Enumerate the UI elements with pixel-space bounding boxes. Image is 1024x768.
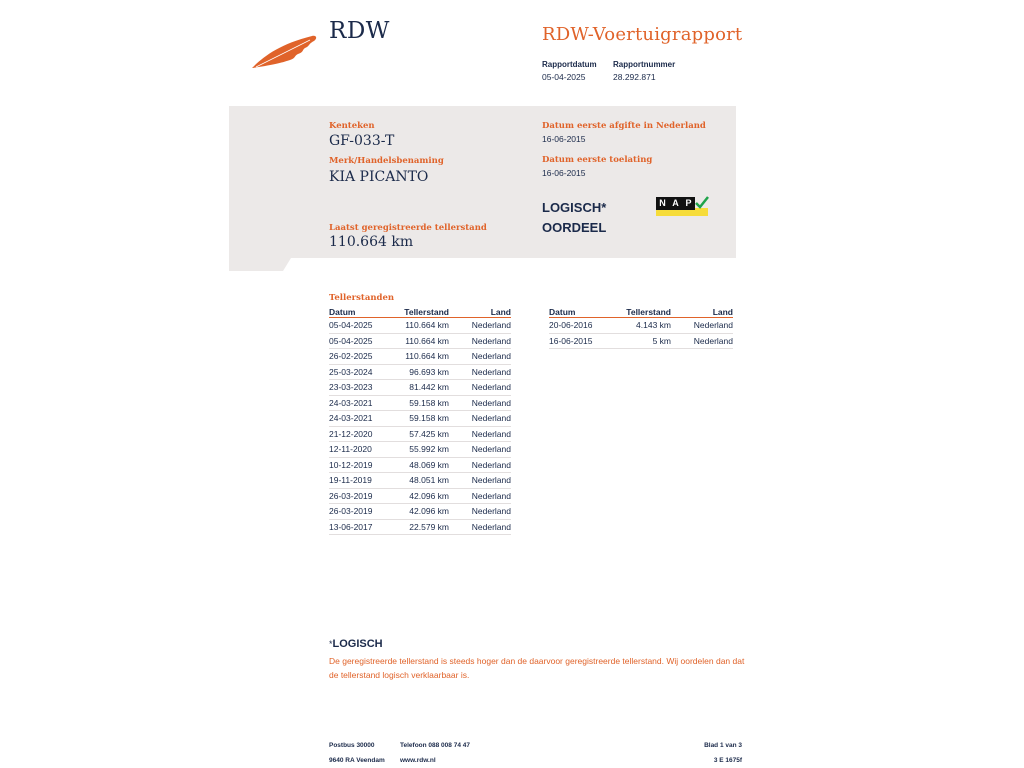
report-number: 28.292.871 <box>613 72 656 82</box>
cell-date: 19-11-2019 <box>329 473 391 489</box>
cell-reading: 42.096 km <box>391 504 449 520</box>
col-header-date: Datum <box>329 307 391 318</box>
cell-date: 16-06-2015 <box>549 333 611 349</box>
cell-date: 05-04-2025 <box>329 333 391 349</box>
cell-country: Nederland <box>449 426 511 442</box>
brand-name: RDW <box>329 18 390 44</box>
nap-letter-a: A <box>669 197 682 210</box>
cell-country: Nederland <box>449 519 511 535</box>
odometer-value: 110.664 km <box>329 234 414 250</box>
cell-country: Nederland <box>671 318 733 334</box>
footer-phone: Telefoon 088 008 74 47 <box>400 742 470 749</box>
make-value: KIA PICANTO <box>329 169 429 185</box>
cell-country: Nederland <box>449 349 511 365</box>
cell-date: 05-04-2025 <box>329 318 391 334</box>
readings-table-right <box>549 307 733 349</box>
plate-value: GF-033-T <box>329 133 395 149</box>
cell-reading: 81.442 km <box>391 380 449 396</box>
footnote-star: * <box>329 639 333 649</box>
first-issue-nl-label: Datum eerste afgifte in Nederland <box>542 121 706 131</box>
footer-city: 9640 RA Veendam <box>329 757 385 764</box>
report-title: RDW-Voertuigrapport <box>542 24 743 45</box>
report-date: 05-04-2025 <box>542 72 586 82</box>
cell-reading: 55.992 km <box>391 442 449 458</box>
col-header-country: Land <box>671 307 733 318</box>
cell-reading: 48.051 km <box>391 473 449 489</box>
col-header-reading: Tellerstand <box>611 307 671 318</box>
cell-date: 10-12-2019 <box>329 457 391 473</box>
cell-country: Nederland <box>449 488 511 504</box>
readings-table-left <box>329 307 511 535</box>
cell-country: Nederland <box>449 380 511 396</box>
cell-date: 13-06-2017 <box>329 519 391 535</box>
report-date-label: Rapportdatum <box>542 60 597 69</box>
footnote-title <box>329 638 383 650</box>
cell-reading: 48.069 km <box>391 457 449 473</box>
table-row <box>329 488 511 504</box>
cell-date: 24-03-2021 <box>329 395 391 411</box>
verdict-line-2: OORDEEL <box>542 220 607 235</box>
table-row <box>329 457 511 473</box>
table-row <box>329 442 511 458</box>
cell-date: 21-12-2020 <box>329 426 391 442</box>
table-row <box>329 349 511 365</box>
nap-check-icon <box>694 195 710 211</box>
cell-date: 12-11-2020 <box>329 442 391 458</box>
table-row <box>329 395 511 411</box>
cell-country: Nederland <box>449 473 511 489</box>
cell-reading: 57.425 km <box>391 426 449 442</box>
cell-reading: 110.664 km <box>391 318 449 334</box>
cell-date: 26-03-2019 <box>329 504 391 520</box>
cell-reading: 59.158 km <box>391 411 449 427</box>
cell-country: Nederland <box>449 333 511 349</box>
cell-date: 24-03-2021 <box>329 411 391 427</box>
table-row <box>329 333 511 349</box>
footnote-title-text: LOGISCH <box>332 638 383 650</box>
cell-country: Nederland <box>671 333 733 349</box>
nap-badge <box>656 197 708 218</box>
cell-reading: 4.143 km <box>611 318 671 334</box>
cell-country: Nederland <box>449 411 511 427</box>
footer-code: 3 E 1675f <box>713 757 742 764</box>
cell-country: Nederland <box>449 364 511 380</box>
cell-date: 20-06-2016 <box>549 318 611 334</box>
cell-reading: 22.579 km <box>391 519 449 535</box>
cell-date: 23-03-2023 <box>329 380 391 396</box>
table-header-row <box>329 307 511 318</box>
table-row <box>329 318 511 334</box>
first-admission-value: 16-06-2015 <box>542 168 586 178</box>
nap-letter-p: P <box>682 197 695 210</box>
table-row <box>329 519 511 535</box>
table-row <box>329 426 511 442</box>
cell-reading: 110.664 km <box>391 349 449 365</box>
cell-reading: 110.664 km <box>391 333 449 349</box>
table-row <box>329 473 511 489</box>
cell-date: 26-02-2025 <box>329 349 391 365</box>
odometer-label: Laatst geregistreerde tellerstand <box>329 223 487 233</box>
verdict-line-1: LOGISCH* <box>542 200 607 215</box>
table-row <box>549 333 733 349</box>
cell-country: Nederland <box>449 504 511 520</box>
cell-country: Nederland <box>449 442 511 458</box>
report-number-label: Rapportnummer <box>613 60 676 69</box>
footer-page: Blad 1 van 3 <box>704 742 742 749</box>
cell-reading: 96.693 km <box>391 364 449 380</box>
table-row <box>329 504 511 520</box>
table-row <box>329 380 511 396</box>
make-label: Merk/Handelsbenaming <box>329 156 444 166</box>
footer-web[interactable]: www.rdw.nl <box>400 757 436 764</box>
table-row <box>329 411 511 427</box>
plate-label: Kenteken <box>329 121 375 131</box>
rdw-feather-logo-icon <box>250 32 320 72</box>
table-row <box>549 318 733 334</box>
table-row <box>329 364 511 380</box>
col-header-reading: Tellerstand <box>391 307 449 318</box>
footer-postbus: Postbus 30000 <box>329 742 375 749</box>
cell-country: Nederland <box>449 457 511 473</box>
cell-date: 26-03-2019 <box>329 488 391 504</box>
first-admission-label: Datum eerste toelating <box>542 155 653 165</box>
cell-country: Nederland <box>449 318 511 334</box>
cell-reading: 59.158 km <box>391 395 449 411</box>
col-header-country: Land <box>449 307 511 318</box>
cell-reading: 42.096 km <box>391 488 449 504</box>
nap-letter-n: N <box>656 197 669 210</box>
cell-country: Nederland <box>449 395 511 411</box>
readings-section-title: Tellerstanden <box>329 293 395 303</box>
first-issue-nl-value: 16-06-2015 <box>542 134 586 144</box>
table-header-row <box>549 307 733 318</box>
col-header-date: Datum <box>549 307 611 318</box>
footnote-text: De geregistreerde tellerstand is steeds hoger dan de daarvoor geregistreerde tellerstand. Wij oordelen dan dat de tellerstand logisch verklaarbaar is. <box>329 656 745 680</box>
cell-date: 25-03-2024 <box>329 364 391 380</box>
cell-reading: 5 km <box>611 333 671 349</box>
